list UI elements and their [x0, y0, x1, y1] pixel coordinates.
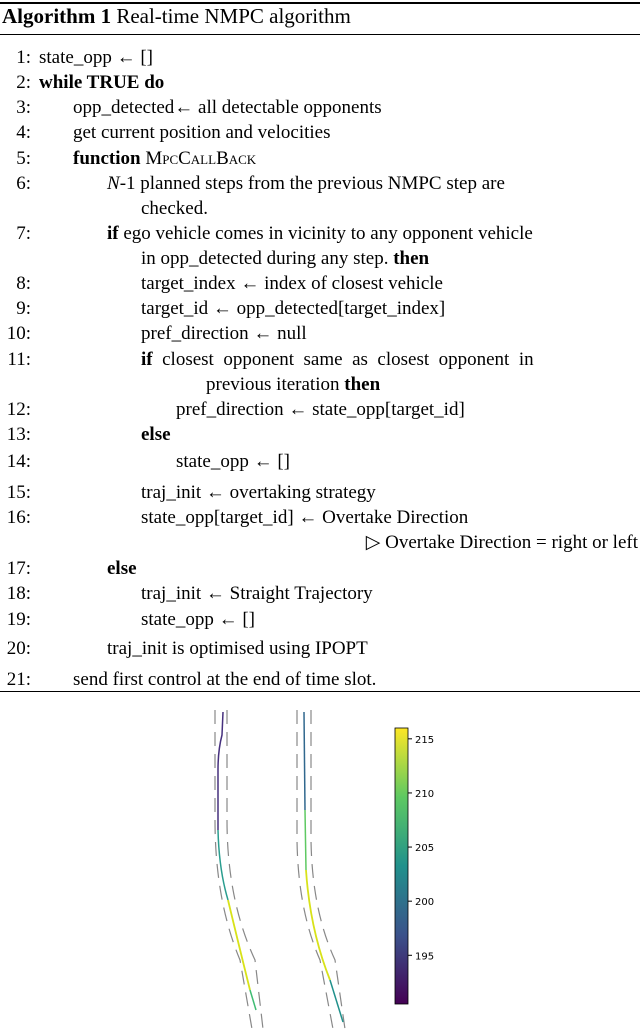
code-text: state_opp[target_id] ← Overtake Direction [141, 507, 469, 528]
keyword: if [141, 349, 153, 370]
line-text [107, 171, 638, 196]
algorithm-line [0, 296, 640, 321]
code-text: state_opp ← [] [141, 609, 255, 630]
line-number: 2: [16, 72, 31, 93]
trajectory-segment-early [218, 712, 223, 830]
algorithm-line [0, 636, 640, 661]
track-boundary-right [311, 710, 345, 1029]
line-number: 6: [16, 173, 31, 194]
colorbar-tick-label: 200 [415, 897, 435, 909]
algorithm-line [0, 581, 640, 606]
keyword: while TRUE do [39, 72, 165, 93]
algorithm-line [0, 321, 640, 346]
code-text: state_opp ← [] [39, 47, 153, 68]
line-text [107, 221, 638, 246]
code-text: send first control at the end of time slot. [73, 669, 377, 690]
code-text: target_index ← index of closest vehicle [141, 273, 443, 294]
code-text: opp_detected← all detectable opponents [73, 97, 382, 118]
code-text: pref_direction ← null [141, 323, 307, 344]
code-text: traj_init is optimised using IPOPT [107, 638, 368, 659]
track-boundary-right [227, 710, 263, 1029]
line-text [141, 480, 376, 505]
line-number: 7: [16, 223, 31, 244]
trajectory-segment-late [250, 990, 256, 1010]
code-text: traj_init ← Straight Trajectory [141, 583, 373, 604]
code-text: -1 planned steps from the previous NMPC step are [119, 173, 505, 194]
left-track-plot [215, 710, 263, 1029]
line-number: 5: [16, 148, 31, 169]
line-number: 19: [6, 609, 31, 630]
code-text: closest opponent same as closest opponent in [152, 349, 534, 370]
trajectory-segment-mid [218, 830, 228, 900]
algorithm-line [0, 372, 640, 397]
colorbar-gradient [395, 728, 408, 1004]
line-number: 1: [16, 47, 31, 68]
line-text [141, 296, 445, 321]
algorithm-line [0, 347, 640, 372]
bottom-rule [0, 691, 640, 692]
line-number: 20: [6, 638, 31, 659]
line-number: 15: [6, 482, 31, 503]
keyword: then [344, 374, 381, 395]
line-text [176, 397, 465, 422]
line-text [141, 581, 373, 606]
function-name: MpcCallBack [145, 148, 257, 169]
code-text: traj_init ← overtaking strategy [141, 482, 376, 503]
code-text: state_opp ← [] [176, 451, 290, 472]
algorithm-line [0, 271, 640, 296]
colorbar-tick-label: 215 [415, 734, 435, 746]
code-text: get current position and velocities [73, 122, 331, 143]
line-text [141, 271, 443, 296]
line-text [107, 556, 137, 581]
code-text: checked. [141, 198, 208, 219]
line-number: 4: [16, 122, 31, 143]
line-text [176, 449, 290, 474]
line-text [141, 607, 255, 632]
line-number: 17: [6, 558, 31, 579]
line-number: 13: [6, 424, 31, 445]
algorithm-line [0, 45, 640, 70]
code-text: target_id ← opp_detected[target_index] [141, 298, 446, 319]
algorithm-line [0, 607, 640, 632]
code-text: pref_direction ← state_opp[target_id] [176, 399, 465, 420]
algorithm-line [0, 397, 640, 422]
line-text [141, 505, 468, 530]
trajectory-segment-early [304, 712, 305, 810]
algorithm-line [0, 480, 640, 505]
keyword: else [107, 558, 137, 579]
algorithm-line [0, 530, 640, 555]
line-text [141, 347, 638, 372]
code-text: ▷ Overtake Direction = right or left [365, 532, 638, 553]
algorithm-line [0, 667, 640, 692]
algorithm-line [0, 505, 640, 530]
line-text [206, 372, 380, 397]
line-text [39, 45, 153, 70]
line-text [107, 636, 368, 661]
track-boundary-left [297, 710, 333, 1029]
line-number: 11: [7, 349, 31, 370]
keyword: if [107, 223, 119, 244]
algorithm-line [0, 246, 640, 271]
trajectory-segment-peak [306, 870, 330, 980]
colorbar-tick-label: 195 [415, 951, 435, 963]
code-text: N [107, 173, 120, 194]
line-number: 14: [6, 451, 31, 472]
line-number: 3: [16, 97, 31, 118]
line-text [73, 120, 330, 145]
algorithm-comment [366, 530, 638, 555]
algorithm-line [0, 171, 640, 196]
colorbar-tick-label: 210 [415, 788, 435, 800]
algorithm-line [0, 120, 640, 145]
algorithm-line [0, 422, 640, 447]
algorithm-line [0, 221, 640, 246]
line-number: 21: [6, 669, 31, 690]
algorithm-line [0, 146, 640, 171]
line-text [141, 321, 307, 346]
code-text: ego vehicle comes in vicinity to any opponent vehicle [118, 223, 533, 244]
line-number: 8: [16, 273, 31, 294]
trajectory-segment-peak [228, 900, 250, 990]
algorithm-name: Real-time NMPC algorithm [116, 4, 351, 28]
algorithm-line [0, 95, 640, 120]
keyword: then [393, 248, 430, 269]
colorbar-tick-label: 205 [415, 843, 435, 855]
trajectory-segment-mid [305, 810, 306, 870]
code-text: previous iteration [206, 374, 345, 395]
algorithm-line [0, 449, 640, 474]
line-text [141, 196, 208, 221]
trajectory-figure [0, 700, 640, 1029]
keyword: else [141, 424, 171, 445]
line-text [141, 246, 429, 271]
algorithm-line [0, 196, 640, 221]
line-text [39, 70, 164, 95]
line-number: 9: [16, 298, 31, 319]
line-text [73, 667, 376, 692]
line-number: 12: [6, 399, 31, 420]
algorithm-line [0, 556, 640, 581]
line-number: 18: [6, 583, 31, 604]
algorithm-title [2, 4, 351, 29]
title-rule [0, 34, 640, 35]
keyword: function [73, 148, 146, 169]
colorbar [395, 728, 434, 1004]
algorithm-line [0, 70, 640, 95]
line-text [73, 146, 256, 171]
line-number: 10: [6, 323, 31, 344]
line-text [141, 422, 171, 447]
right-track-plot [297, 710, 345, 1029]
line-text [73, 95, 382, 120]
algorithm-label: Algorithm 1 [2, 4, 112, 28]
code-text: in opp_detected during any step. [141, 248, 394, 269]
line-number: 16: [6, 507, 31, 528]
